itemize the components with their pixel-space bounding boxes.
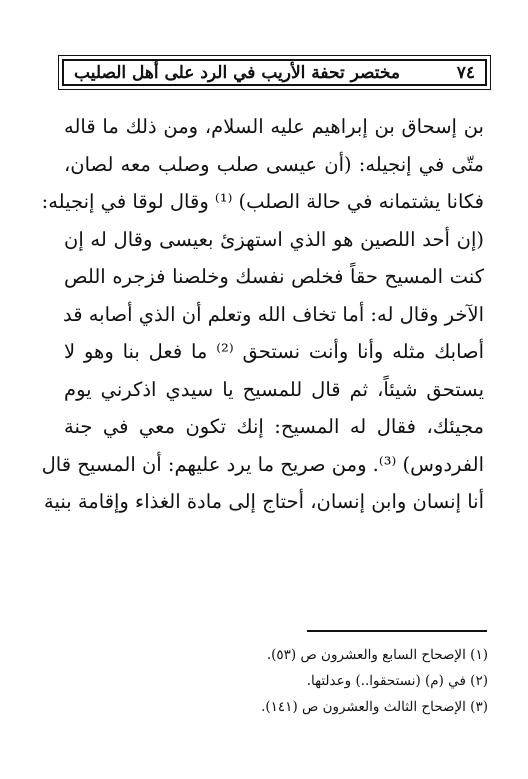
footnotes: [70, 642, 488, 720]
text-line: يستحق شيئاً، ثم قال للمسيح يا سيدي اذكرني يوم: [64, 377, 484, 401]
text-line: كنت المسيح حقاً فخلص نفسك وخلصنا فزجره اللص: [64, 265, 484, 288]
page-number: ٧٤: [456, 62, 475, 83]
text-line: مجيئك، فقال له المسيح: إنك تكون معي في جنة: [64, 415, 484, 438]
footnote-separator: [307, 630, 487, 632]
text-line: فكانا يشتمانه في حالة الصلب) ⁽¹⁾ وقال لوقا في إنجيله:: [41, 190, 484, 213]
text-line: الآخر وقال له: أما تخاف الله وتعلم أن الذي أصابه قد: [62, 302, 484, 326]
page-header: [62, 59, 487, 86]
text-line: (إن أحد اللصين هو الذي استهزئ بعيسى وقال له إن: [64, 227, 484, 251]
footnote-item: (٢) في (م) (نستحقوا..) وعدلتها.: [306, 673, 488, 689]
running-title: مختصر تحفة الأريب في الرد على أهل الصليب: [74, 62, 400, 83]
text-line: متّى في إنجيله: (أن عيسى صلب وصلب معه لصان،: [64, 152, 484, 176]
text-line: بن إسحاق بن إبراهيم عليه السلام، ومن ذلك ما قاله: [64, 115, 484, 138]
text-line: الفردوس) ⁽³⁾. ومن صريح ما يرد عليهم: أن المسيح قال: [41, 452, 484, 476]
text-line: أصابك مثله وأنا وأنت نستحق ⁽²⁾ ما فعل بنا وهو لا: [64, 340, 485, 363]
footnote-item: (١) الإصحاح السابع والعشرون ص (٥٣).: [266, 647, 488, 663]
footnote-item: (٣) الإصحاح الثالث والعشرون ص (١٤١).: [261, 699, 488, 715]
main-text: [41, 108, 485, 521]
text-line: أنا إنسان وابن إنسان، أحتاج إلى مادة الغذاء وإقامة بنية: [44, 490, 484, 513]
